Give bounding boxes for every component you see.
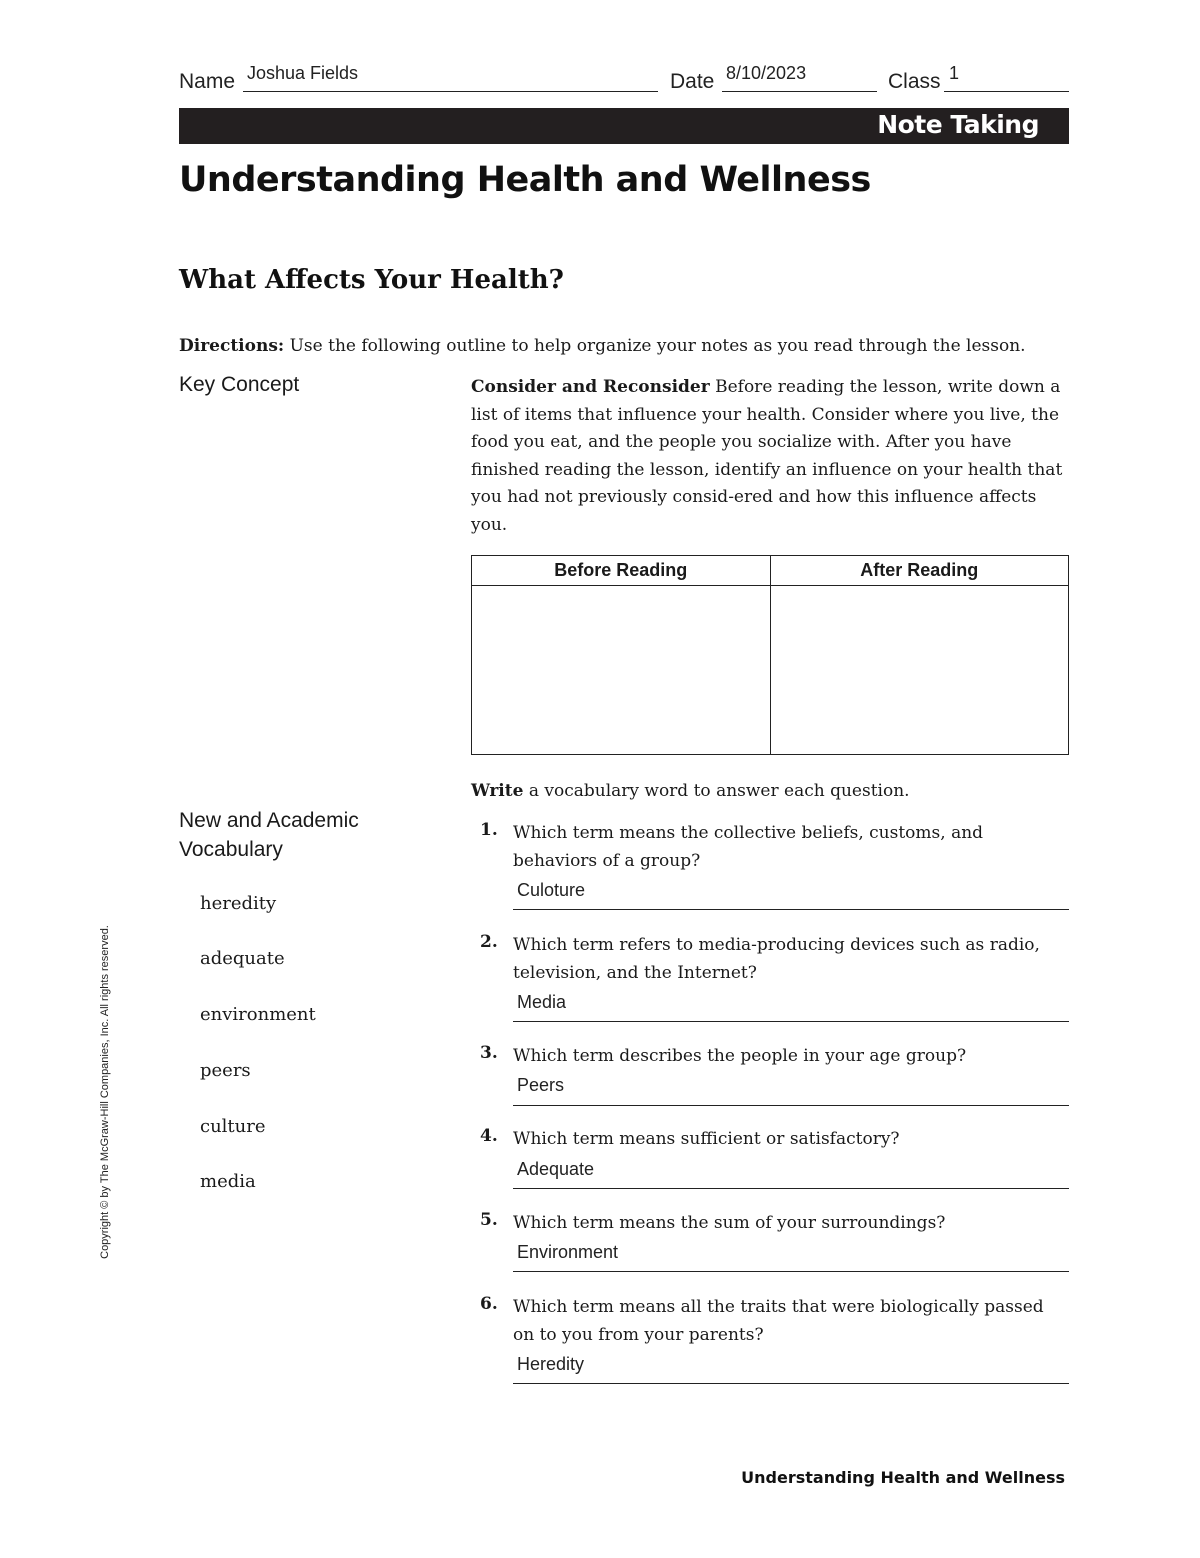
before-reading-header: Before Reading: [472, 556, 771, 586]
banner-label: Note Taking: [877, 110, 1039, 139]
question-number: 2.: [480, 932, 498, 952]
copyright-notice: Copyright © by The McGraw-Hill Companies, Inc. All rights reserved.: [99, 925, 111, 1259]
after-reading-cell[interactable]: [770, 586, 1069, 755]
answer-underline: [513, 1271, 1069, 1272]
answer-underline: [513, 1105, 1069, 1106]
vocab-heading: New and Academic Vocabulary: [179, 809, 359, 861]
note-taking-banner: [179, 108, 1069, 144]
vocab-word: peers: [200, 1060, 251, 1081]
date-underline: [722, 91, 877, 92]
before-reading-cell[interactable]: [472, 586, 771, 755]
answer-underline: [513, 1021, 1069, 1022]
question-text: Which term means sufficient or satisfactory?: [513, 1129, 900, 1149]
consider-paragraph: [471, 374, 1069, 539]
vocab-word: media: [200, 1171, 256, 1192]
question-text: Which term describes the people in your age group?: [513, 1046, 967, 1066]
page-title: Understanding Health and Wellness: [179, 160, 871, 200]
directions-label: Directions:: [179, 336, 285, 356]
question-number: 3.: [480, 1043, 498, 1063]
consider-label: Consider and Reconsider: [471, 377, 710, 397]
answer-field[interactable]: Media: [517, 992, 567, 1012]
name-field[interactable]: Joshua Fields: [247, 63, 359, 83]
answer-field[interactable]: Culoture: [517, 880, 586, 900]
section-title: What Affects Your Health?: [179, 265, 564, 295]
write-label: Write: [471, 781, 524, 801]
question-text: Which term means all the traits that were biologically passed on to you from your parents?: [513, 1297, 1044, 1345]
question-text: Which term means the sum of your surroundings?: [513, 1213, 946, 1233]
answer-field[interactable]: Environment: [517, 1242, 619, 1262]
class-underline: [944, 91, 1069, 92]
name-label: Name: [179, 70, 236, 93]
consider-text: Before reading the lesson, write down a list of items that influence your health. Consider where you live, the food you eat, and the people you socialize with. After you have finished reading the lesson, identify an influence on your health that you had not previously consid-ered and how this influence affects you.: [471, 377, 1063, 535]
question-text: Which term refers to media-producing devices such as radio, television, and the Internet?: [513, 935, 1040, 983]
class-label: Class: [888, 70, 941, 93]
answer-field[interactable]: Peers: [517, 1075, 565, 1095]
question-number: 5.: [480, 1210, 498, 1230]
answer-underline: [513, 1383, 1069, 1384]
footer-title: Understanding Health and Wellness: [741, 1468, 1065, 1487]
vocab-word: environment: [200, 1004, 316, 1025]
answer-underline: [513, 1188, 1069, 1189]
class-field[interactable]: 1: [949, 63, 960, 83]
vocab-word: culture: [200, 1116, 266, 1137]
answer-field[interactable]: Heredity: [517, 1354, 585, 1374]
write-text: a vocabulary word to answer each question.: [523, 781, 910, 801]
write-instruction: [471, 781, 910, 801]
answer-underline: [513, 909, 1069, 910]
vocab-word: adequate: [200, 948, 285, 969]
name-underline: [243, 91, 658, 92]
answer-field[interactable]: Adequate: [517, 1159, 595, 1179]
question-number: 4.: [480, 1126, 498, 1146]
after-reading-header: After Reading: [770, 556, 1069, 586]
date-field[interactable]: 8/10/2023: [726, 63, 807, 83]
directions: [179, 336, 1026, 356]
vocab-word: heredity: [200, 893, 277, 914]
reading-table: [471, 555, 1069, 755]
directions-text: Use the following outline to help organize your notes as you read through the lesson.: [284, 336, 1026, 356]
question-number: 6.: [480, 1294, 498, 1314]
question-number: 1.: [480, 820, 498, 840]
question-text: Which term means the collective beliefs, customs, and behaviors of a group?: [513, 823, 984, 871]
date-label: Date: [670, 70, 715, 93]
key-concept-label: Key Concept: [179, 373, 300, 396]
